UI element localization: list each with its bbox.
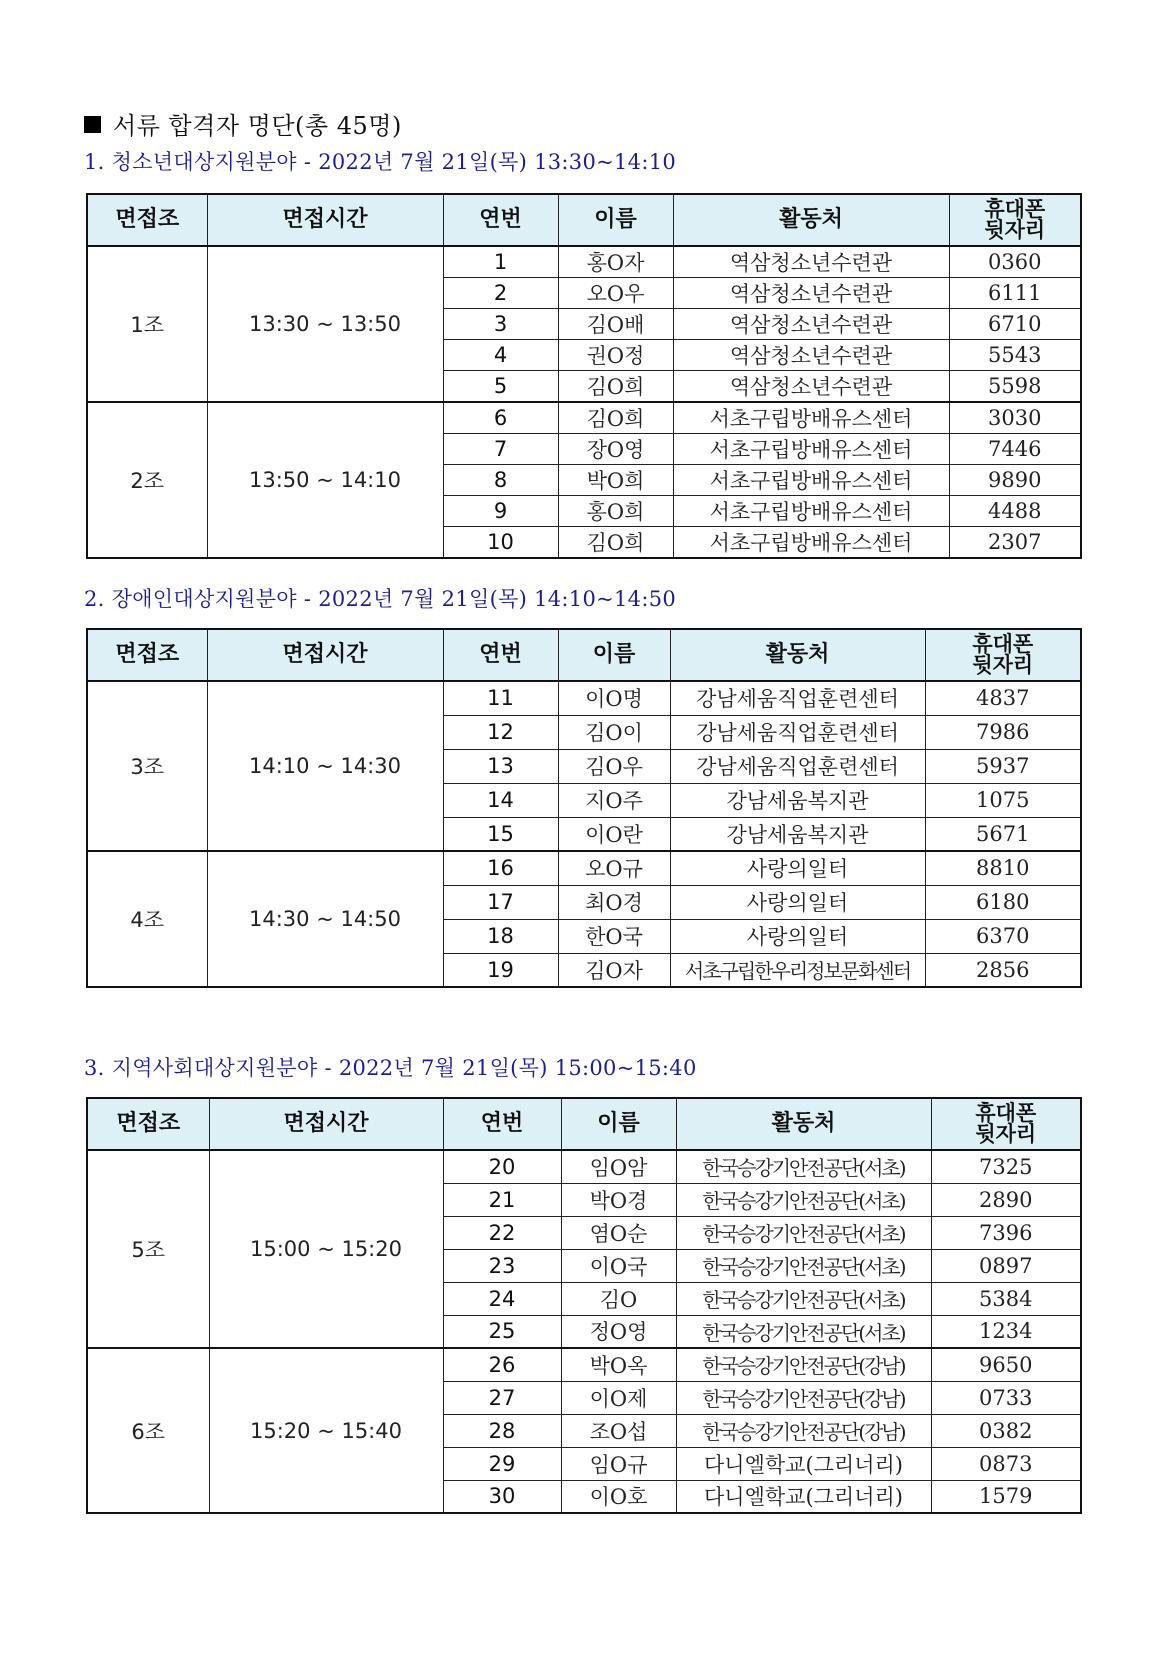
roster-table-youth: [86, 193, 1082, 559]
header-num: 연번: [443, 194, 558, 246]
black-square-bullet-icon: [84, 116, 101, 133]
num-cell: 23: [443, 1249, 561, 1282]
table-row: [87, 851, 1081, 885]
phone-cell: 5384: [931, 1282, 1081, 1315]
phone-cell: 7446: [949, 434, 1081, 465]
num-cell: 28: [443, 1414, 561, 1447]
name-cell: 이O국: [561, 1249, 676, 1282]
header-num: 연번: [443, 1098, 561, 1150]
num-cell: 16: [443, 851, 558, 885]
header-time: 면접시간: [207, 194, 443, 246]
org-cell: 한국승강기안전공단(서초): [676, 1216, 931, 1249]
name-cell: 최O경: [558, 885, 670, 919]
name-cell: 김O이: [558, 715, 670, 749]
group-cell: 2조: [87, 402, 207, 558]
time-cell: 14:30 ~ 14:50: [207, 851, 443, 987]
num-cell: 18: [443, 919, 558, 953]
num-cell: 26: [443, 1348, 561, 1381]
num-cell: 8: [443, 465, 558, 496]
table-row: [87, 246, 1081, 278]
org-cell: 강남세움직업훈련센터: [670, 681, 925, 715]
name-cell: 홍O자: [558, 246, 673, 278]
name-cell: 이O호: [561, 1480, 676, 1513]
header-time: 면접시간: [207, 629, 443, 681]
phone-cell: 2307: [949, 527, 1081, 559]
header-org: 활동처: [670, 629, 925, 681]
roster-table-community: [86, 1097, 1082, 1514]
org-cell: 한국승강기안전공단(서초): [676, 1249, 931, 1282]
phone-cell: 1579: [931, 1480, 1081, 1513]
org-cell: 역삼청소년수련관: [673, 246, 949, 278]
org-cell: 사랑의일터: [670, 919, 925, 953]
name-cell: 김O배: [558, 309, 673, 340]
org-cell: 서초구립방배유스센터: [673, 402, 949, 434]
phone-cell: 6370: [925, 919, 1081, 953]
num-cell: 12: [443, 715, 558, 749]
num-cell: 5: [443, 371, 558, 403]
org-cell: 한국승강기안전공단(서초): [676, 1150, 931, 1183]
num-cell: 11: [443, 681, 558, 715]
org-cell: 강남세움직업훈련센터: [670, 749, 925, 783]
name-cell: 지O주: [558, 783, 670, 817]
num-cell: 15: [443, 817, 558, 851]
group-cell: 5조: [87, 1150, 209, 1348]
org-cell: 한국승강기안전공단(서초): [676, 1282, 931, 1315]
document-title-text: 서류 합격자 명단(총 45명): [113, 112, 402, 140]
name-cell: 정O영: [561, 1315, 676, 1348]
org-cell: 서초구립방배유스센터: [673, 496, 949, 527]
name-cell: 장O영: [558, 434, 673, 465]
name-cell: 이O제: [561, 1381, 676, 1414]
header-group: 면접조: [87, 194, 207, 246]
org-cell: 역삼청소년수련관: [673, 371, 949, 403]
header-phone: 휴대폰 뒷자리: [931, 1098, 1081, 1150]
num-cell: 7: [443, 434, 558, 465]
num-cell: 30: [443, 1480, 561, 1513]
name-cell: 김O: [561, 1282, 676, 1315]
org-cell: 서초구립한우리정보문화센터: [670, 953, 925, 987]
org-cell: 역삼청소년수련관: [673, 340, 949, 371]
phone-cell: 8810: [925, 851, 1081, 885]
org-cell: 강남세움복지관: [670, 783, 925, 817]
header-group: 면접조: [87, 629, 207, 681]
phone-cell: 7325: [931, 1150, 1081, 1183]
name-cell: 이O명: [558, 681, 670, 715]
table-row: [87, 402, 1081, 434]
num-cell: 10: [443, 527, 558, 559]
group-cell: 6조: [87, 1348, 209, 1513]
org-cell: 한국승강기안전공단(서초): [676, 1315, 931, 1348]
org-cell: 서초구립방배유스센터: [673, 527, 949, 559]
name-cell: 권O정: [558, 340, 673, 371]
org-cell: 한국승강기안전공단(강남): [676, 1414, 931, 1447]
name-cell: 오O우: [558, 278, 673, 309]
phone-cell: 2856: [925, 953, 1081, 987]
name-cell: 김O우: [558, 749, 670, 783]
group-cell: 1조: [87, 246, 207, 402]
header-group: 면접조: [87, 1098, 209, 1150]
table-header-row: [87, 194, 1081, 246]
num-cell: 2: [443, 278, 558, 309]
num-cell: 4: [443, 340, 558, 371]
org-cell: 한국승강기안전공단(강남): [676, 1348, 931, 1381]
phone-cell: 1075: [925, 783, 1081, 817]
name-cell: 염O순: [561, 1216, 676, 1249]
org-cell: 한국승강기안전공단(서초): [676, 1183, 931, 1216]
org-cell: 역삼청소년수련관: [673, 309, 949, 340]
org-cell: 강남세움직업훈련센터: [670, 715, 925, 749]
header-num: 연번: [443, 629, 558, 681]
phone-cell: 5543: [949, 340, 1081, 371]
table-row: [87, 1150, 1081, 1183]
header-org: 활동처: [673, 194, 949, 246]
header-phone: 휴대폰 뒷자리: [925, 629, 1081, 681]
num-cell: 3: [443, 309, 558, 340]
org-cell: 강남세움복지관: [670, 817, 925, 851]
phone-cell: 5598: [949, 371, 1081, 403]
table-row: [87, 681, 1081, 715]
time-cell: 13:30 ~ 13:50: [207, 246, 443, 402]
phone-cell: 0873: [931, 1447, 1081, 1480]
num-cell: 21: [443, 1183, 561, 1216]
num-cell: 29: [443, 1447, 561, 1480]
num-cell: 19: [443, 953, 558, 987]
num-cell: 13: [443, 749, 558, 783]
org-cell: 다니엘학교(그리너리): [676, 1447, 931, 1480]
time-cell: 13:50 ~ 14:10: [207, 402, 443, 558]
phone-cell: 9890: [949, 465, 1081, 496]
phone-cell: 6710: [949, 309, 1081, 340]
header-name: 이름: [561, 1098, 676, 1150]
phone-cell: 9650: [931, 1348, 1081, 1381]
name-cell: 김O희: [558, 371, 673, 403]
org-cell: 다니엘학교(그리너리): [676, 1480, 931, 1513]
name-cell: 임O규: [561, 1447, 676, 1480]
table-header-row: [87, 629, 1081, 681]
header-name: 이름: [558, 629, 670, 681]
phone-cell: 0733: [931, 1381, 1081, 1414]
name-cell: 박O경: [561, 1183, 676, 1216]
name-cell: 홍O희: [558, 496, 673, 527]
name-cell: 박O옥: [561, 1348, 676, 1381]
num-cell: 20: [443, 1150, 561, 1183]
time-cell: 15:20 ~ 15:40: [209, 1348, 443, 1513]
num-cell: 9: [443, 496, 558, 527]
section-heading-disability: 2. 장애인대상지원분야 - 2022년 7월 21일(목) 14:10~14:50: [84, 587, 677, 611]
header-name: 이름: [558, 194, 673, 246]
table-row: [87, 1348, 1081, 1381]
org-cell: 서초구립방배유스센터: [673, 465, 949, 496]
org-cell: 사랑의일터: [670, 885, 925, 919]
org-cell: 한국승강기안전공단(강남): [676, 1381, 931, 1414]
org-cell: 서초구립방배유스센터: [673, 434, 949, 465]
name-cell: 김O희: [558, 527, 673, 559]
name-cell: 김O희: [558, 402, 673, 434]
name-cell: 임O암: [561, 1150, 676, 1183]
name-cell: 이O란: [558, 817, 670, 851]
num-cell: 1: [443, 246, 558, 278]
name-cell: 김O자: [558, 953, 670, 987]
name-cell: 오O규: [558, 851, 670, 885]
num-cell: 17: [443, 885, 558, 919]
name-cell: 박O희: [558, 465, 673, 496]
phone-cell: 6111: [949, 278, 1081, 309]
phone-cell: 1234: [931, 1315, 1081, 1348]
name-cell: 한O국: [558, 919, 670, 953]
phone-cell: 4488: [949, 496, 1081, 527]
phone-cell: 2890: [931, 1183, 1081, 1216]
phone-cell: 7986: [925, 715, 1081, 749]
org-cell: 사랑의일터: [670, 851, 925, 885]
num-cell: 22: [443, 1216, 561, 1249]
num-cell: 6: [443, 402, 558, 434]
time-cell: 14:10 ~ 14:30: [207, 681, 443, 851]
num-cell: 25: [443, 1315, 561, 1348]
header-org: 활동처: [676, 1098, 931, 1150]
phone-cell: 5937: [925, 749, 1081, 783]
header-time: 면접시간: [209, 1098, 443, 1150]
phone-cell: 4837: [925, 681, 1081, 715]
table-header-row: [87, 1098, 1081, 1150]
phone-cell: 3030: [949, 402, 1081, 434]
num-cell: 14: [443, 783, 558, 817]
group-cell: 3조: [87, 681, 207, 851]
document-title: [84, 106, 402, 141]
phone-cell: 0360: [949, 246, 1081, 278]
num-cell: 24: [443, 1282, 561, 1315]
num-cell: 27: [443, 1381, 561, 1414]
phone-cell: 6180: [925, 885, 1081, 919]
phone-cell: 0382: [931, 1414, 1081, 1447]
section-heading-community: 3. 지역사회대상지원분야 - 2022년 7월 21일(목) 15:00~15:40: [84, 1056, 697, 1080]
group-cell: 4조: [87, 851, 207, 987]
org-cell: 역삼청소년수련관: [673, 278, 949, 309]
time-cell: 15:00 ~ 15:20: [209, 1150, 443, 1348]
roster-table-disability: [86, 628, 1082, 988]
header-phone: 휴대폰 뒷자리: [949, 194, 1081, 246]
phone-cell: 5671: [925, 817, 1081, 851]
phone-cell: 0897: [931, 1249, 1081, 1282]
name-cell: 조O섭: [561, 1414, 676, 1447]
phone-cell: 7396: [931, 1216, 1081, 1249]
section-heading-youth: 1. 청소년대상지원분야 - 2022년 7월 21일(목) 13:30~14:10: [84, 150, 677, 174]
